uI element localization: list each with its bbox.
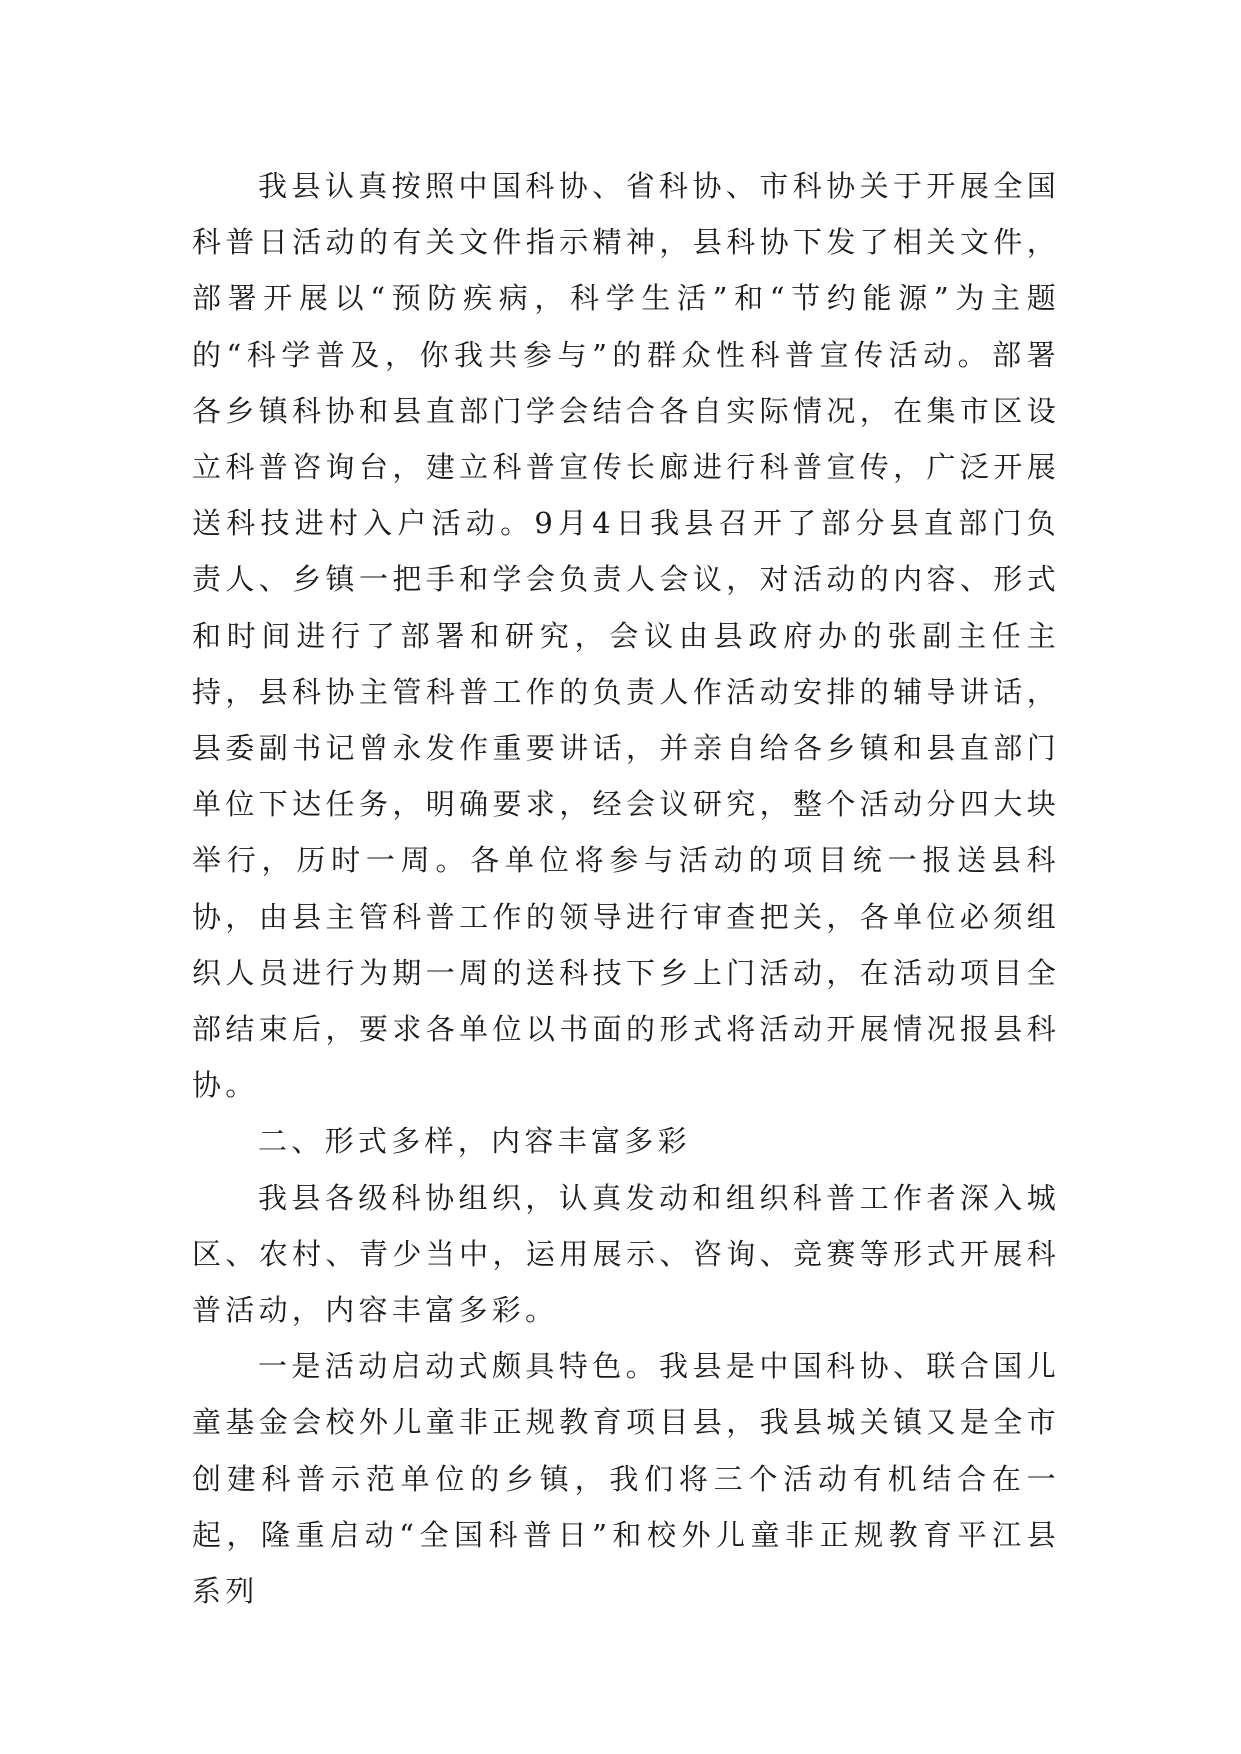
document-body bbox=[192, 158, 1060, 1619]
paragraph-meeting-arrangements: 我县认真按照中国科协、省科协、市科协关于开展全国科普日活动的有关文件指示精神，县科协下发了相关文件，部署开展以“预防疾病，科学生活”和“节约能源”为主题的“科学普及，你我共参与”的群众性科普宣传活动。部署各乡镇科协和县直部门学会结合各自实际情况，在集市区设立科普咨询台，建立科普宣传长廊进行科普宣传，广泛开展送科技进村入户活动。9月4日我县召开了部分县直部门负责人、乡镇一把手和学会负责人会议，对活动的内容、形式和时间进行了部署和研究，会议由县政府办的张副主任主持，县科协主管科普工作的负责人作活动安排的辅导讲话，县委副书记曾永发作重要讲话，并亲自给各乡镇和县直部门单位下达任务，明确要求，经会议研究，整个活动分四大块举行，历时一周。各单位将参与活动的项目统一报送县科协，由县主管科普工作的领导进行审查把关，各单位必须组织人员进行为期一周的送科技下乡上门活动，在活动项目全部结束后，要求各单位以书面的形式将活动开展情况报县科协。 bbox=[192, 169, 1060, 1103]
paragraph-launch-ceremony: 一是活动启动式颇具特色。我县是中国科协、联合国儿童基金会校外儿童非正规教育项目县，我县城关镇又是全市创建科普示范单位的乡镇，我们将三个活动有机结合在一起，隆重启动“全国科普日”和校外儿童非正规教育平江县系列 bbox=[192, 1349, 1060, 1609]
paragraph-activity-forms: 我县各级科协组织，认真发动和组织科普工作者深入城区、农村、青少当中，运用展示、咨询、竞赛等形式开展科普活动，内容丰富多彩。 bbox=[192, 1180, 1060, 1328]
section-heading-2: 二、形式多样，内容丰富多彩 bbox=[258, 1124, 691, 1159]
